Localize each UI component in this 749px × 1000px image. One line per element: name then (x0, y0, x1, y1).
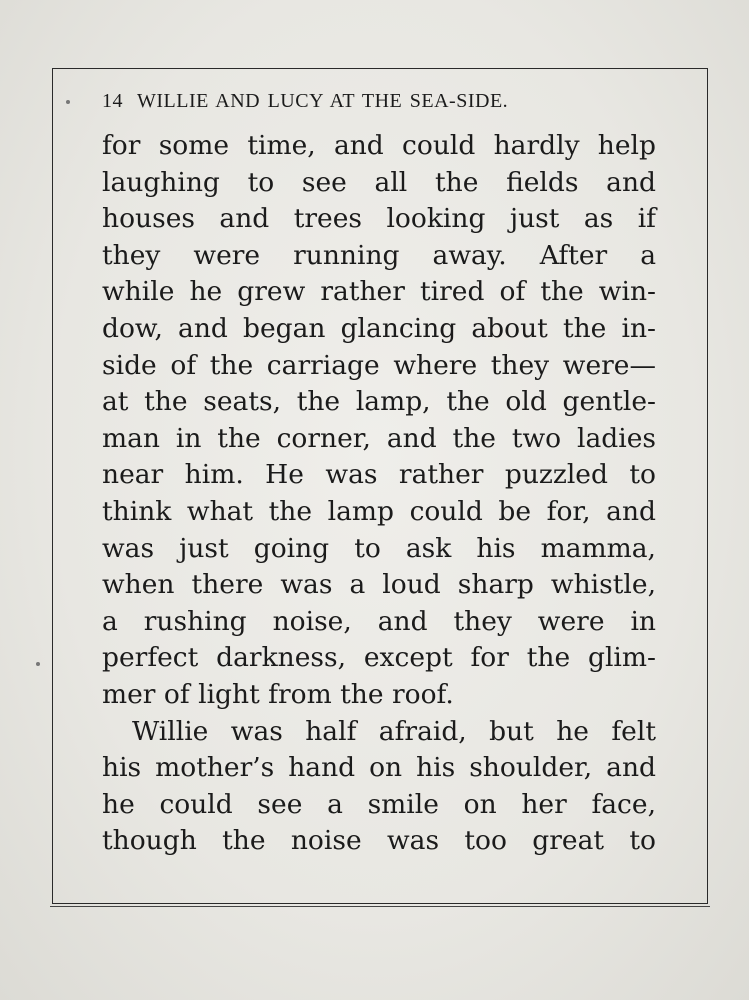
text-line: they were running away. After a (102, 239, 656, 271)
text-line: was just going to ask his mamma, (102, 532, 656, 564)
text-line: Willie was half afraid, but he felt (132, 715, 656, 747)
text-line: his mother’s hand on his shoulder, and (102, 752, 656, 784)
bottom-rule (50, 906, 710, 907)
paper-speck (66, 100, 70, 104)
text-line: mer of light from the roof. (102, 678, 454, 710)
text-line: laughing to see all the fields and (102, 166, 656, 198)
text-line: at the seats, the lamp, the old gentle- (102, 386, 656, 418)
running-head (102, 90, 508, 113)
text-line: near him. He was rather puzzled to (102, 459, 656, 491)
text-line: though the noise was too great to (102, 825, 656, 857)
text-line: a rushing noise, and they were in (102, 605, 656, 637)
paper-speck (36, 662, 40, 666)
text-line: while he grew rather tired of the win- (102, 276, 656, 308)
text-line: man in the corner, and the two ladies (102, 422, 656, 454)
text-line: he could see a smile on her face, (102, 788, 656, 820)
text-line: houses and trees looking just as if (102, 203, 656, 235)
text-line: when there was a loud sharp whistle, (102, 569, 656, 601)
text-line: side of the carriage where they were— (102, 349, 656, 381)
body-text (102, 128, 656, 860)
running-title: WILLIE AND LUCY AT THE SEA-SIDE. (137, 90, 509, 112)
text-line: dow, and began glancing about the in- (102, 312, 656, 344)
text-line: think what the lamp could be for, and (102, 495, 656, 527)
text-line: perfect darkness, except for the glim- (102, 642, 656, 674)
page-number: 14 (102, 90, 123, 112)
text-line: for some time, and could hardly help (102, 130, 656, 161)
